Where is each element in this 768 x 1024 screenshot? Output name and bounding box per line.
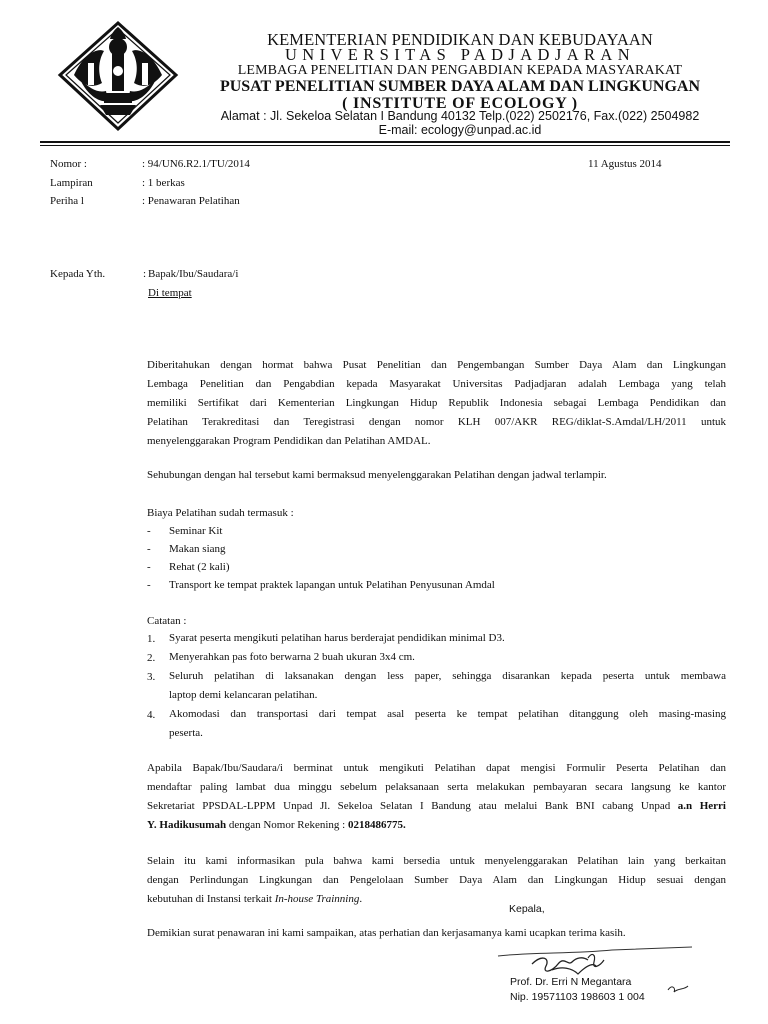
inhouse-line <box>147 890 726 909</box>
lampiran-value: : 1 berkas <box>142 177 185 189</box>
notes-heading: Catatan : <box>147 615 187 627</box>
bullet-dash: - <box>147 525 151 537</box>
cost-item: Transport ke tempat praktek lapangan untuk Pelatihan Penyusunan Amdal <box>169 579 495 591</box>
perihal-label: Periha l <box>50 195 84 207</box>
perihal-value: : Penawaran Pelatihan <box>142 195 240 207</box>
university-name: UNIVERSITAS PADJADJARAN <box>284 45 636 64</box>
note-line: Akomodasi dan transportasi dari tempat asal peserta ke tempat pelatihan ditanggung oleh masing-masing <box>169 708 726 720</box>
registration-line <box>147 816 726 835</box>
ministry-name: KEMENTERIAN PENDIDIKAN DAN KEBUDAYAAN <box>267 30 653 49</box>
bullet-dash: - <box>147 543 151 555</box>
recipient-place: Di tempat <box>148 287 192 299</box>
note-line: peserta. <box>169 727 203 739</box>
address: Alamat : Jl. Sekeloa Selatan I Bandung 40132 Telp.(022) 2502176, Fax.(022) 2504982 <box>220 109 700 123</box>
note-number: 4. <box>147 709 156 721</box>
inhouse-line: Selain itu kami informasikan pula bahwa kami bersedia untuk menyelenggarakan Pelatihan lain yang berkaitan <box>147 855 726 867</box>
note-line: Seluruh pelatihan di laksanakan dengan less paper, sehingga disarankan kepada peserta untuk membawa <box>169 670 726 682</box>
note-line: Menyerahkan pas foto berwarna 2 buah ukuran 3x4 cm. <box>169 651 415 663</box>
cost-heading: Biaya Pelatihan sudah termasuk : <box>147 507 294 519</box>
cost-item: Makan siang <box>169 543 226 555</box>
nomor-label: Nomor : <box>50 158 87 170</box>
nomor-value: : 94/UN6.R2.1/TU/2014 <box>142 158 250 170</box>
inhouse-paragraph <box>147 852 726 909</box>
intro-paragraph <box>147 356 726 451</box>
signatory-nip: Nip. 19571103 198603 1 004 <box>510 991 645 1003</box>
registration-line: Apabila Bapak/Ibu/Saudara/i berminat untuk mengikuti Pelatihan dapat mengisi Formulir Peserta Pelatihan dan <box>147 762 726 774</box>
closing-sentence: Demikian surat penawaran ini kami sampaikan, atas perhatian dan kerjasamanya kami ucapkan terima kasih. <box>147 927 626 939</box>
center-english-name: ( INSTITUTE OF ECOLOGY ) <box>342 95 578 112</box>
schedule-paragraph: Sehubungan dengan hal tersebut kami bermaksud menyelenggarakan Pelatihan dengan jadwal terlampir. <box>147 469 607 481</box>
note-item <box>169 667 726 705</box>
email: E-mail: ecology@unpad.ac.id <box>378 123 542 137</box>
note-number: 2. <box>147 652 156 664</box>
registration-line: mendaftar paling lambat dua minggu sebelum pelaksanaan serta melakukan pembayaran secara langsung ke kantor <box>147 781 726 793</box>
kepada-colon: : <box>143 268 147 280</box>
registration-text: Sekretariat PPSDAL-LPPM Unpad Jl. Sekeloa Selatan I Bandung atau melalui Bank BNI cabang Unpad <box>147 800 678 812</box>
cost-item: Rehat (2 kali) <box>169 561 230 573</box>
intro-line: memiliki Sertifikat dari Kementerian Lingkungan Hidup Republik Indonesia sebagai Lembaga Pendidikan dan <box>147 397 726 409</box>
institute-name: LEMBAGA PENELITIAN DAN PENGABDIAN KEPADA MASYARAKAT <box>237 63 683 78</box>
note-item <box>169 629 726 648</box>
registration-line <box>147 797 726 816</box>
note-item <box>169 648 726 667</box>
account-text: dengan Nomor Rekening : <box>226 819 348 831</box>
account-holder-name: Y. Hadikusumah <box>147 819 227 831</box>
note-item <box>169 705 726 743</box>
inhouse-term: In-house Trainning <box>274 893 360 905</box>
account-number: 0218486775. <box>348 819 406 831</box>
header-rule-thick <box>40 141 730 143</box>
letter-date: 11 Agustus 2014 <box>588 158 662 170</box>
signatory-name: Prof. Dr. Erri N Megantara <box>510 976 632 988</box>
intro-line: Diberitahukan dengan hormat bahwa Pusat Penelitian dan Pengembangan Sumber Daya Alam dan Lingkungan <box>147 359 726 371</box>
note-number: 3. <box>147 671 156 683</box>
intro-line: menyelenggarakan Program Pendidikan dan Pelatihan AMDAL. <box>147 435 431 447</box>
note-line: laptop demi kelancaran pelatihan. <box>169 689 318 701</box>
inhouse-period: . <box>359 893 363 905</box>
signatory-role: Kepala, <box>509 903 545 915</box>
intro-line: Lembaga Penelitian dan Pengabdian kepada Masyarakat Universitas Padjadjaran adalah Lembaga yang telah <box>147 378 726 390</box>
cost-item: Seminar Kit <box>169 525 223 537</box>
account-holder: a.n Herri <box>677 800 726 812</box>
registration-paragraph <box>147 759 726 835</box>
unpad-logo <box>52 17 184 135</box>
inhouse-text: kebutuhan di Instansi terkait <box>147 893 275 905</box>
lampiran-label: Lampiran <box>50 177 93 189</box>
intro-line: Pelatihan Terakreditasi dan Teregistrasi dengan nomor KLH 007/AKR REG/diklat-S.Amdal/LH/2011 untuk <box>147 416 726 428</box>
bullet-dash: - <box>147 579 151 591</box>
bullet-dash: - <box>147 561 151 573</box>
kepada-label: Kepada Yth. <box>50 268 106 280</box>
note-line: Syarat peserta mengikuti pelatihan harus berderajat pendidikan minimal D3. <box>169 632 505 644</box>
inhouse-line: dengan Perlindungan Lingkungan dan Pengelolaan Sumber Daya Alam dan Lingkungan Hidup sesuai dengan <box>147 874 726 886</box>
header-rule-thin <box>40 145 730 146</box>
center-name: PUSAT PENELITIAN SUMBER DAYA ALAM DAN LINGKUNGAN <box>219 78 701 95</box>
note-number: 1. <box>147 633 156 645</box>
recipient: Bapak/Ibu/Saudara/i <box>148 268 239 280</box>
